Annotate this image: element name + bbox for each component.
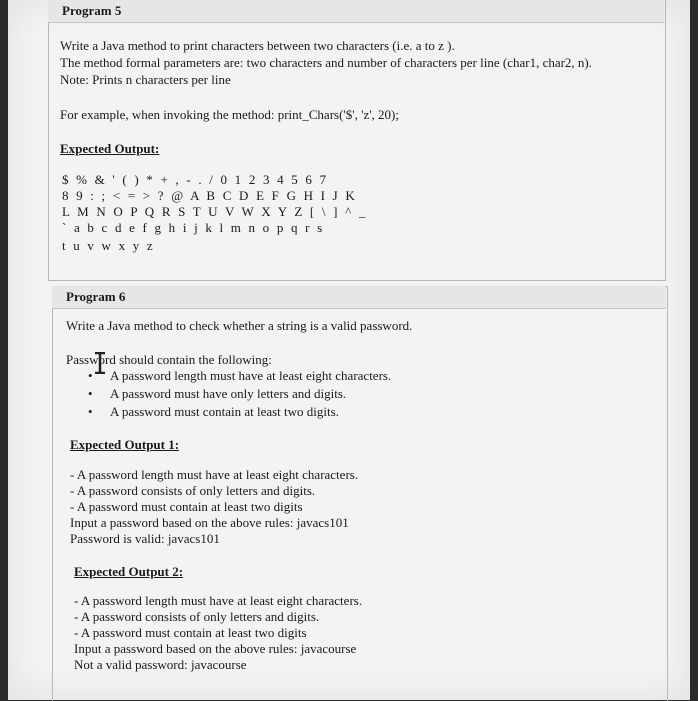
text-cursor-icon (94, 352, 104, 374)
program5-output-line-2: 8 9 : ; < = > ? @ A B C D E F G H I J K (62, 188, 357, 203)
program6-desc: Write a Java method to check whether a string is a valid password. (66, 318, 413, 333)
document-page (8, 0, 690, 700)
program6-rule-1: • A password length must have at least eight characters. (110, 368, 391, 384)
program6-output2-line-5: Not a valid password: javacourse (74, 657, 247, 672)
program6-output2-line-1: - A password length must have at least eight characters. (74, 593, 363, 608)
program6-output1-line-3: - A password must contain at least two digits (70, 499, 303, 514)
program5-expected-label: Expected Output: (60, 141, 160, 156)
program5-title: Program 5 (62, 3, 122, 18)
program5-example: For example, when invoking the method: print_Chars('$', 'z', 20); (60, 107, 400, 122)
program5-desc-line-1: Write a Java method to print characters between two characters (i.e. a to z ). (60, 38, 455, 53)
program6-intro: Password should contain the following: (66, 352, 272, 367)
program6-output1-label: Expected Output 1: (70, 437, 180, 452)
program5-desc-line-3: Note: Prints n characters per line (60, 72, 231, 87)
program6-output1-line-2: - A password consists of only letters and digits. (70, 483, 316, 498)
program6-title: Program 6 (66, 289, 126, 304)
program5-desc-line-2: The method formal parameters are: two characters and number of characters per line (char1, char2, n). (60, 55, 593, 70)
program6-rule-2: • A password must have only letters and digits. (110, 386, 346, 402)
program6-output1-line-4: Input a password based on the above rules: javacs101 (70, 515, 349, 530)
program6-output2-line-3: - A password must contain at least two digits (74, 625, 307, 640)
program5-output-line-3: L M N O P Q R S T U V W X Y Z [ \ ] ^ _ (62, 204, 368, 219)
program5-output-line-5: t u v w x y z (62, 238, 155, 253)
program6-output2-line-4: Input a password based on the above rules: javacourse (74, 641, 357, 656)
program6-header (52, 286, 666, 309)
program6-output2-line-2: - A password consists of only letters and digits. (74, 609, 320, 624)
program5-output-line-1: $ % & ' ( ) * + , - . / 0 1 2 3 4 5 6 7 (62, 172, 329, 187)
program6-output1-line-5: Password is valid: javacs101 (70, 531, 220, 546)
program6-rule-3: • A password must contain at least two digits. (110, 404, 339, 420)
program6-output1-line-1: - A password length must have at least eight characters. (70, 467, 359, 482)
program5-output-line-4: ` a b c d e f g h i j k l m n o p q r s (62, 220, 325, 235)
program5-header (48, 0, 664, 23)
program6-output2-label: Expected Output 2: (74, 564, 184, 579)
